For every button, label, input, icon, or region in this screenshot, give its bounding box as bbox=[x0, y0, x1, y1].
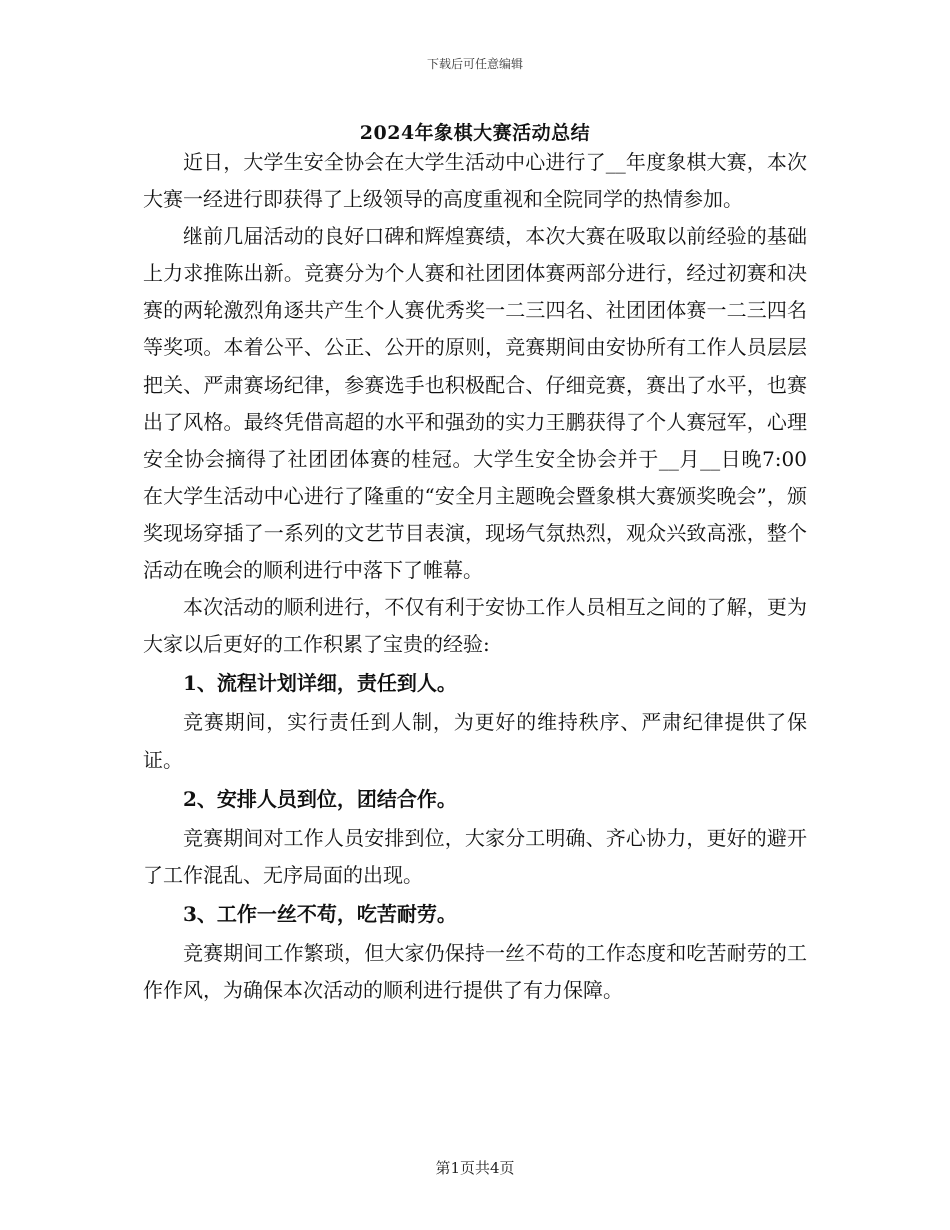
paragraph-intro: 近日，大学生安全协会在大学生活动中心进行了__年度象棋大赛，本次大赛一经进行即获得了上级领导的高度重视和全院同学的热情参加。 bbox=[143, 150, 807, 212]
section-heading-1: 1、流程计划详细，责任到人。 bbox=[183, 671, 457, 696]
paragraph-section-3: 竞赛期间工作繁琐，但大家仍保持一丝不苟的工作态度和吃苦耐劳的工作作风，为确保本次活动的顺利进行提供了有力保障。 bbox=[143, 940, 807, 1003]
section-heading-2: 2、安排人员到位，团结合作。 bbox=[183, 786, 457, 811]
paragraph-section-1: 竞赛期间，实行责任到人制，为更好的维持秩序、严肃纪律提供了保证。 bbox=[143, 710, 807, 772]
section-heading-3: 3、工作一丝不苟，吃苦耐劳。 bbox=[183, 901, 457, 926]
paragraph-section-2: 竞赛期间对工作人员安排到位，大家分工明确、齐心协力，更好的避开了工作混乱、无序局面的出现。 bbox=[143, 825, 807, 887]
paragraph-summary: 本次活动的顺利进行，不仅有利于安协工作人员相互之间的了解，更为大家以后更好的工作积累了宝贵的经验: bbox=[143, 595, 807, 657]
document-title: 2024年象棋大赛活动总结 bbox=[359, 122, 591, 144]
page-footer: 第1页共4页 bbox=[435, 1159, 515, 1177]
paragraph-details: 继前几届活动的良好口碑和辉煌赛绩，本次大赛在吸取以前经验的基础上力求推陈出新。竞赛分为个人赛和社团团体赛两部分进行，经过初赛和决赛的两轮激烈角逐共产生个人赛优秀奖一二三四名、社团团体赛一二三四名等奖项。本着公平、公正、公开的原则，竞赛期间由安协所有工作人员层层把关、严肃赛场纪律，参赛选手也积极配合、仔细竞赛，赛出了水平，也赛出了风格。最终凭借高超的水平和强劲的实力王鹏获得了个人赛冠军，心理安全协会摘得了社团团体赛的桂冠。大学生安全协会并于__月__日晚7:00在大学生活动中心进行了隆重的“安全月主题晚会暨象棋大赛颁奖晚会”，颁奖现场穿插了一系列的文艺节目表演，现场气氛热烈，观众兴致高涨，整个活动在晚会的顺利进行中落下了帷幕。 bbox=[143, 224, 807, 583]
document-body bbox=[143, 144, 807, 1009]
page-header: 下载后可任意编辑 bbox=[426, 57, 523, 71]
